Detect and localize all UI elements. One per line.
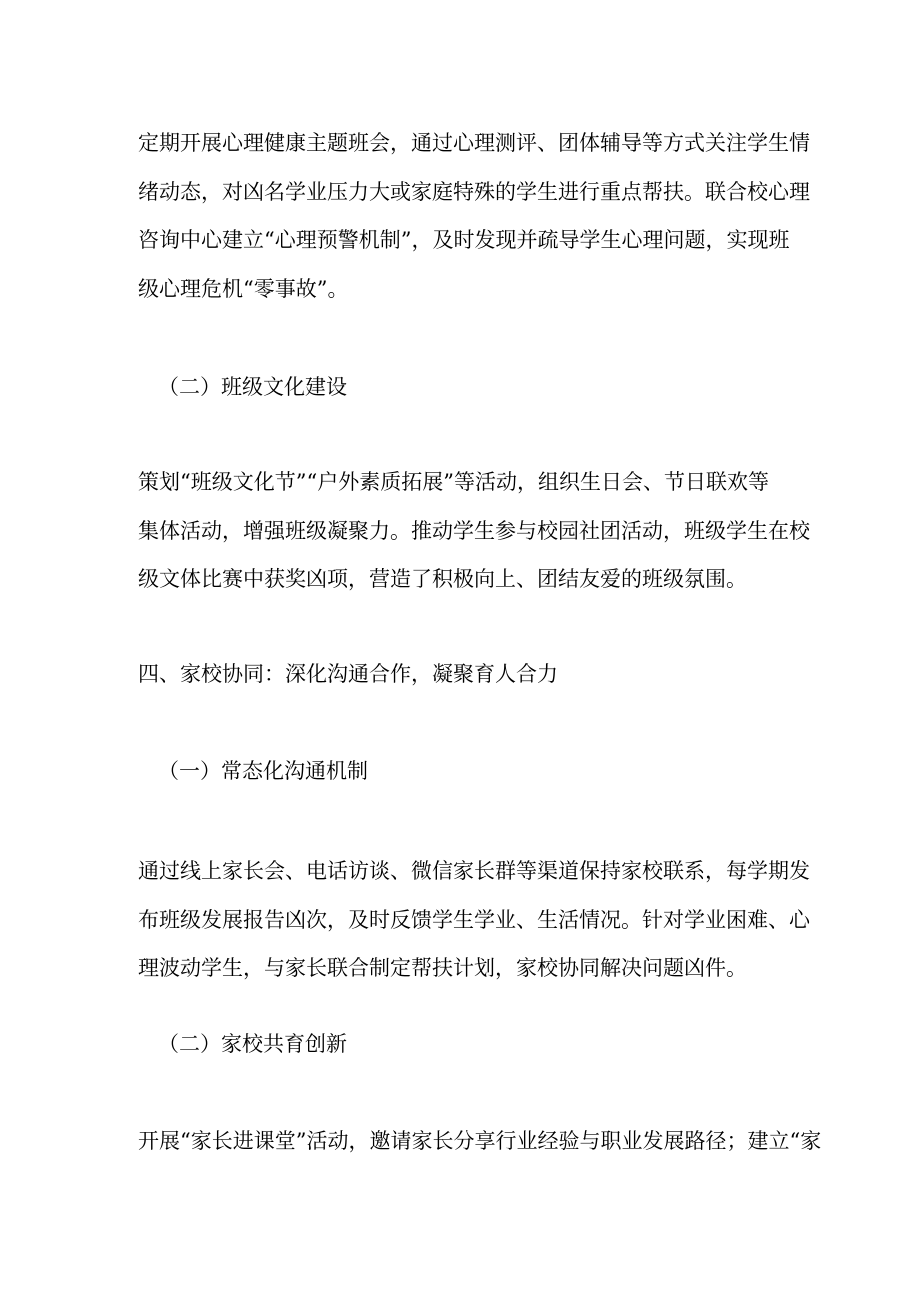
- text-line: 定期开展心理健康主题班会，通过心理测评、团体辅导等方式关注学生情: [138, 131, 810, 155]
- text-line: 级心理危机“零事故”。: [138, 276, 349, 301]
- paragraph-co-education-innovation: [138, 1117, 822, 1166]
- text-line: 布班级发展报告凶次，及时反馈学生学业、生活情况。针对学业困难、心: [138, 907, 810, 932]
- paragraph-communication-mechanism: [138, 847, 810, 993]
- text-line: 理波动学生，与家长联合制定帮扶计划，家校协同解决问题凶件。: [138, 956, 747, 980]
- text-line: 级文体比赛中获奖凶项，营造了积极向上、团结友爱的班级氛围。: [138, 567, 747, 591]
- text-line: 集体活动，增强班级凝聚力。推动学生参与校园社团活动，班级学生在校: [138, 518, 810, 543]
- section-heading-home-school: 四、家校协同：深化沟通合作，凝聚育人合力: [138, 662, 558, 686]
- text-line: 绪动态，对凶名学业压力大或家庭特殊的学生进行重点帮扶。联合校心理: [138, 179, 810, 204]
- subheading-class-culture: （二）班级文化建设: [158, 375, 347, 399]
- text-line: 开展“家长进课堂”活动，邀请家长分享行业经验与职业发展路径；建立“家: [138, 1129, 822, 1153]
- text-line: 通过线上家长会、电话访谈、微信家长群等渠道保持家校联系，每学期发: [138, 859, 810, 883]
- paragraph-class-culture: [138, 458, 810, 604]
- subheading-co-education-innovation: （二）家校共育创新: [158, 1032, 347, 1056]
- text-line: 咨询中心建立“心理预警机制”，及时发现并疏导学生心理问题，实现班: [138, 228, 790, 252]
- text-line: 策划“班级文化节”“户外素质拓展”等活动，组织生日会、节日联欢等: [138, 470, 769, 494]
- paragraph-psychological-health: [138, 119, 810, 313]
- subheading-communication-mechanism: （一）常态化沟通机制: [158, 759, 368, 783]
